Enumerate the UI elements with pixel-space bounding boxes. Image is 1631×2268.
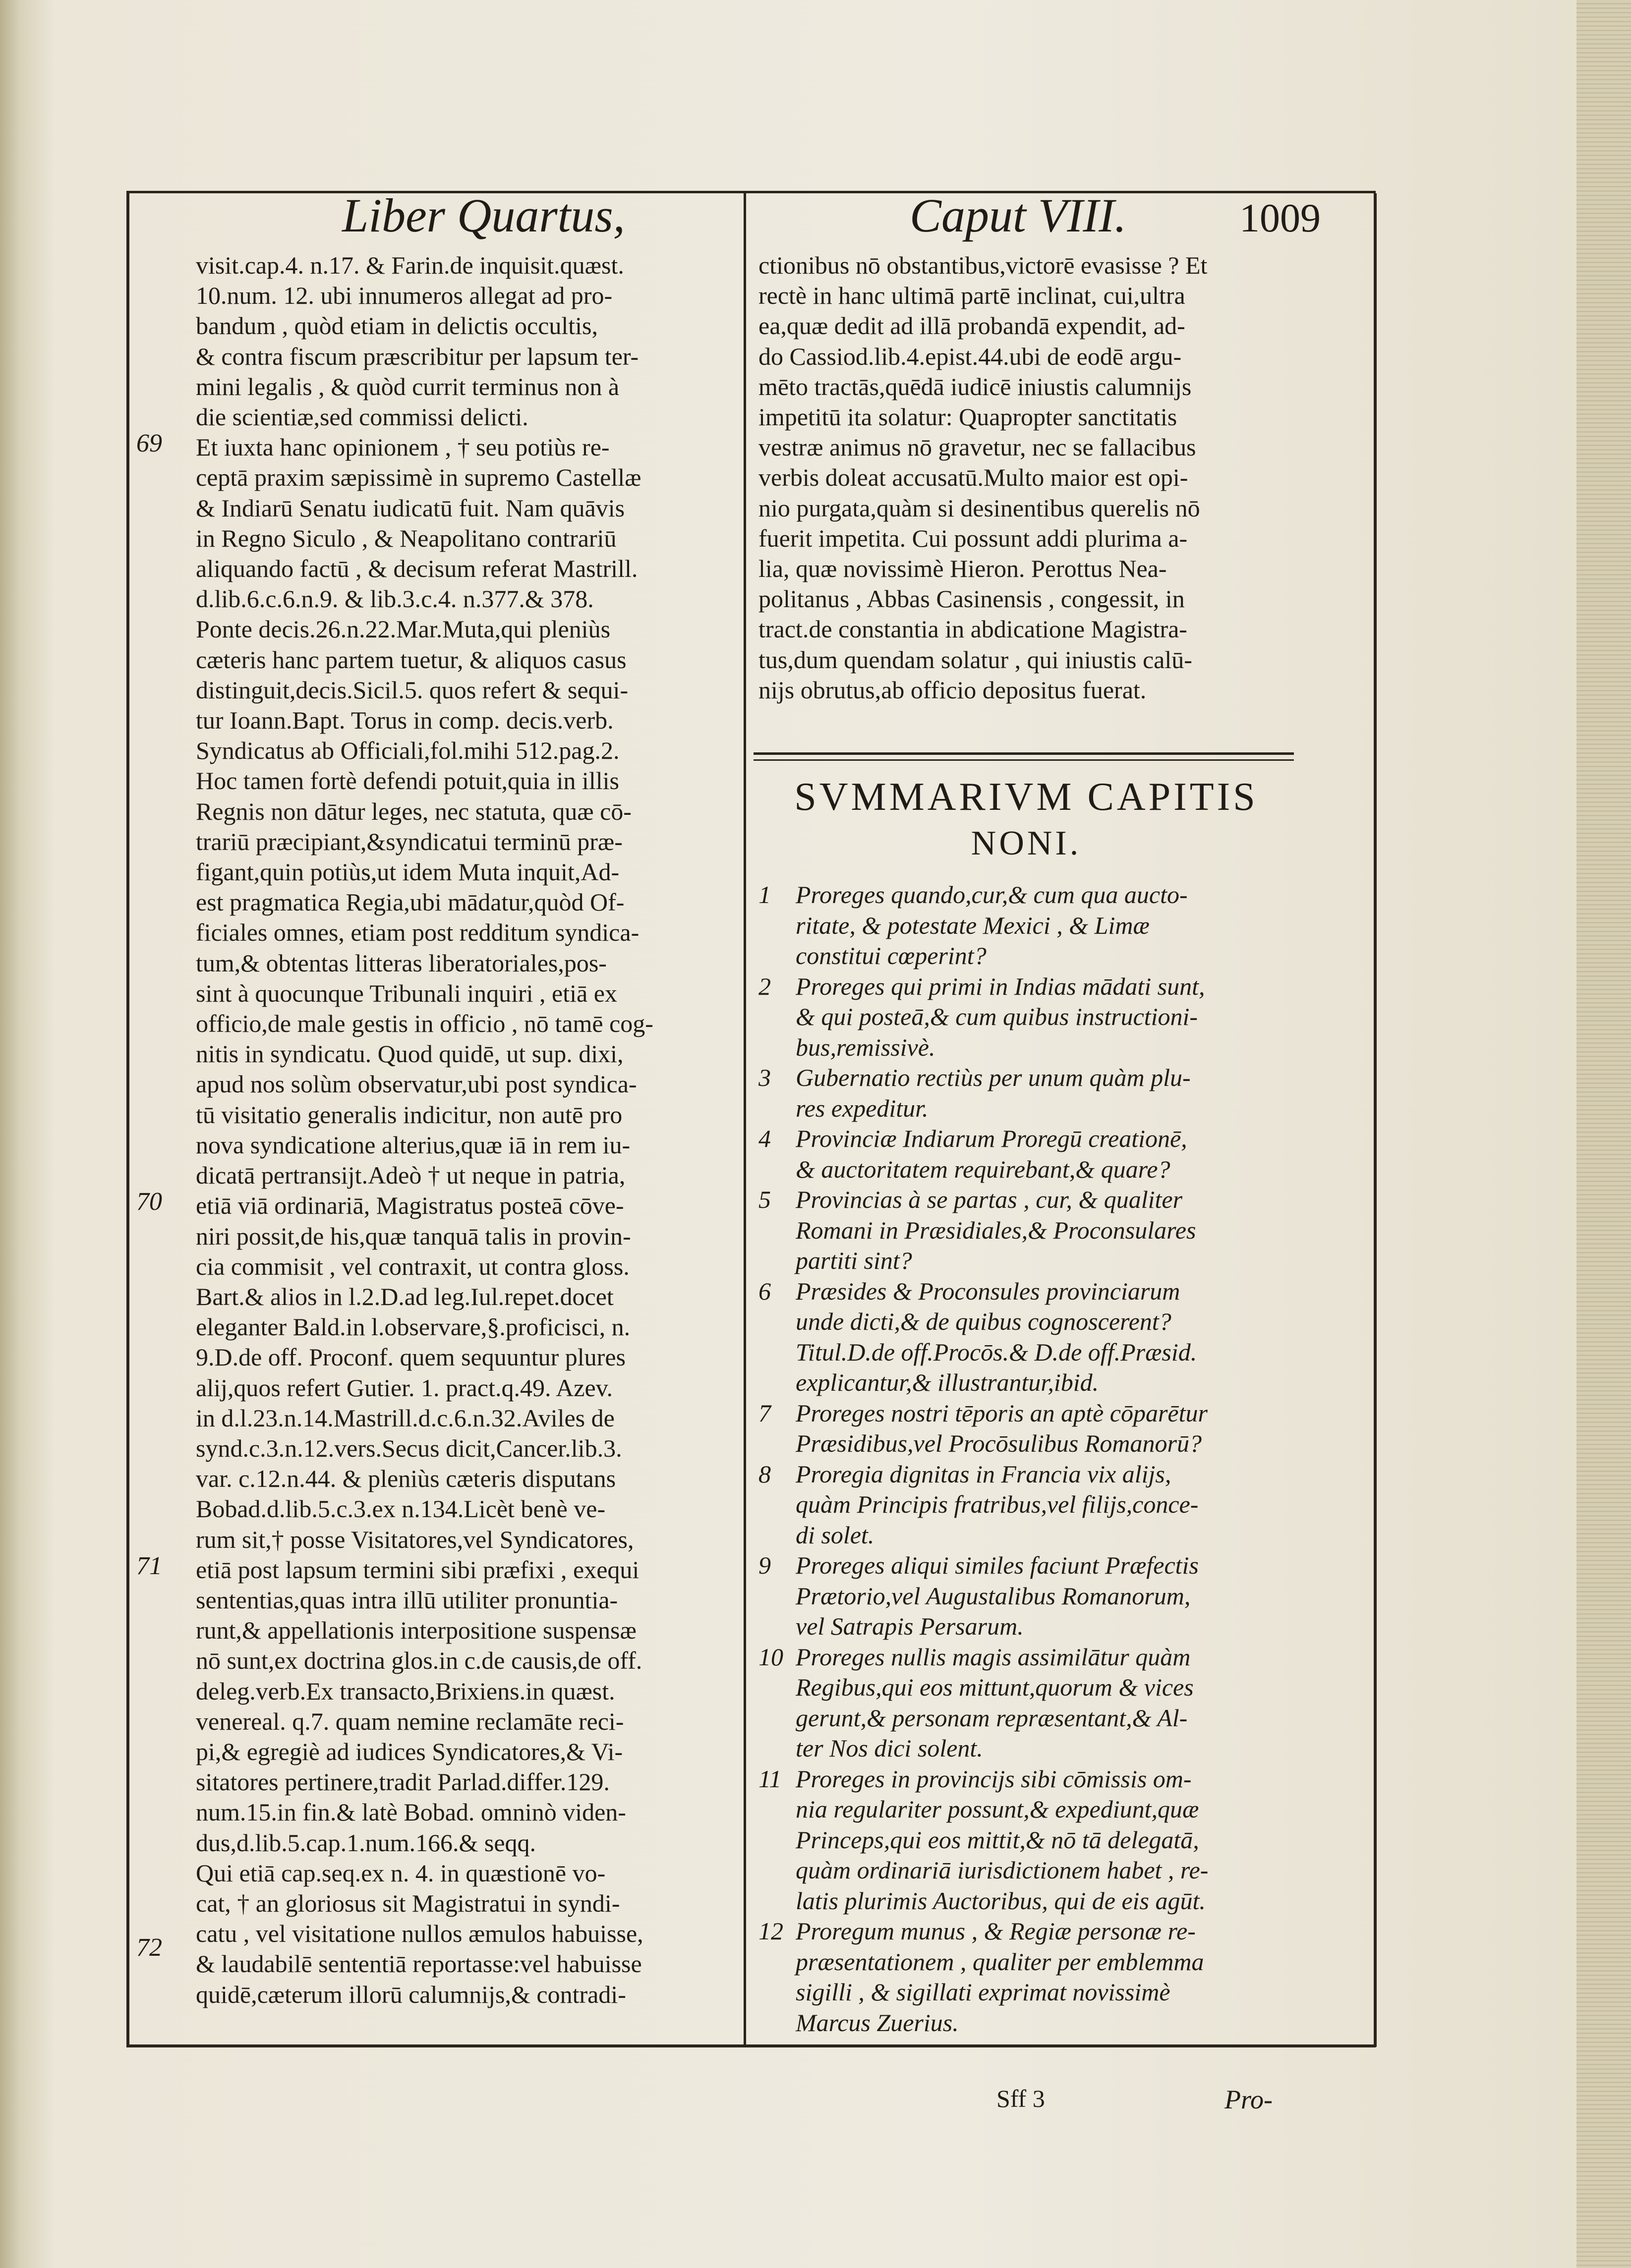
signature-mark: Sff 3 [996,2085,1045,2112]
summary-item-number: 9 [758,1551,771,1579]
text-line: cia commisit , vel contraxit, ut contra gloss. [196,1252,630,1280]
text-line: sententias,quas intra illū utiliter pronuntia- [196,1586,618,1614]
text-line: venereal. q.7. quam nemine reclamāte reci- [196,1707,624,1735]
summary-rule [754,752,1294,755]
summary-item-line: Provinciæ Indiarum Proregū creationē, [796,1125,1187,1152]
summary-item-line: ter Nos dici solent. [796,1734,983,1762]
summary-rule [754,759,1294,761]
text-line: Hoc tamen fortè defendi potuit,quia in illis [196,767,619,795]
summary-item [758,1276,1294,1398]
text-line: ea,quæ dedit ad illā probandā expendit, ad- [758,312,1185,340]
text-line: tract.de constantia in abdicatione Magistra- [758,615,1187,643]
summary-item-number: 2 [758,972,771,1000]
text-line: tum,& obtentas litteras liberatoriales,pos- [196,949,607,977]
running-head-right: Caput VIII. [910,189,1127,242]
text-line: apud nos solùm observatur,ubi post syndica- [196,1070,637,1098]
text-line: catu , vel visitatione nullos æmulos habuisse, [196,1920,643,1948]
summary-item [758,880,1294,971]
summary-item-number: 3 [758,1064,771,1091]
summary-item [758,1459,1294,1551]
summary-item [758,1124,1294,1185]
summary-item-line: explicantur,& illustrantur,ibid. [796,1368,1099,1396]
text-line: Et iuxta hanc opinionem , † seu potiùs re- [196,433,610,461]
text-line: ceptā praxim sæpissimè in supremo Castellæ [196,463,641,492]
text-line: & laudabilē sententiā reportasse:vel habuisse [196,1950,642,1978]
summary-item-line: di solet. [796,1521,874,1549]
summary-item-line: Proreges nostri tēporis an aptè cōparētur [796,1399,1208,1427]
text-line: fuerit impetita. Cui possunt addi plurima a- [758,524,1188,552]
summary-item-line: Gubernatio rectiùs per unum quàm plu- [796,1064,1191,1091]
text-line: ctionibus nō obstantibus,victorē evasisse ? Et [758,251,1208,279]
text-line: nova syndicatione alterius,quæ iā in rem iu- [196,1131,631,1159]
text-line: Bart.& alios in l.2.D.ad leg.Iul.repet.docet [196,1282,614,1310]
text-line: Qui etiā cap.seq.ex n. 4. in quæstionē vo- [196,1859,606,1887]
text-line: niri possit,de his,quæ tanquā talis in provin- [196,1222,631,1250]
text-line: nitis in syndicatu. Quod quidē, ut sup. dixi, [196,1040,624,1068]
summary-item-number: 11 [758,1764,782,1793]
text-line: impetitū ita solatur: Quapropter sanctitatis [758,403,1177,431]
summary-title: SVMMARIVM CAPITIS [794,775,1258,819]
summary-item-line: Proreges in provincijs sibi cōmissis om- [796,1764,1192,1793]
text-line: aliquando factū , & decisum referat Mastrill. [196,555,638,583]
text-line: Regnis non dātur leges, nec statuta, quæ cō- [196,797,632,825]
summary-item-line: & auctoritatem requirebant,& quare? [796,1155,1170,1183]
summary-item-line: latis plurimis Auctoribus, qui de eis agūt. [796,1886,1206,1915]
summary-item-line: gerunt,& personam repræsentant,& Al- [796,1703,1188,1732]
summary-item-line: Prætorio,vel Augustalibus Romanorum, [796,1582,1191,1610]
text-line: etiā viā ordinariā, Magistratus posteā cōve- [196,1191,624,1220]
summary-item-line: unde dicti,& de quibus cognoscerent? [796,1307,1171,1335]
summary-item-line: præsentationem , qualiter per emblemma [796,1947,1204,1976]
text-line: politanus , Abbas Casinensis , congessit, in [758,585,1185,613]
margin-number: 69 [136,429,162,457]
page-number: 1009 [1239,195,1321,240]
text-line: trariū præcipiant,&syndicatui terminū præ- [196,827,623,855]
column-divider [744,191,746,2047]
text-line: mēto tractās,quēdā iudicē iniustis calumnijs [758,372,1192,400]
text-line: die scientiæ,sed commissi delicti. [196,403,528,431]
summary-item-number: 10 [758,1643,783,1671]
text-line: var. c.12.n.44. & pleniùs cæteris disputans [196,1465,616,1493]
summary-item-number: 6 [758,1277,771,1305]
summary-item-number: 8 [758,1460,771,1488]
text-line: synd.c.3.n.12.vers.Secus dicit,Cancer.lib.3. [196,1434,622,1462]
text-line: distinguit,decis.Sicil.5. quos refert & sequi- [196,676,629,704]
summary-item [758,1550,1294,1642]
summary-item-number: 1 [758,881,771,908]
summary-item-number: 12 [758,1917,783,1945]
summary-item [758,1764,1294,1917]
text-line: in Regno Siculo , & Neapolitano contrariū [196,524,617,552]
text-line: Syndicatus ab Officiali,fol.mihi 512.pag.2. [196,737,620,765]
text-line: eleganter Bald.in l.observare,§.proficisci, n. [196,1313,631,1341]
text-line: & contra fiscum præscribitur per lapsum ter- [196,342,639,370]
margin-number: 72 [136,1933,162,1962]
text-line: officio,de male gestis in officio , nō tamē cog- [196,1010,653,1038]
text-line: bandum , quòd etiam in delictis occultis, [196,312,598,340]
text-line: est pragmatica Regia,ubi mādatur,quòd Of- [196,888,625,916]
summary-item [758,1398,1294,1459]
summary-item-line: Præsides & Proconsules provinciarum [796,1277,1180,1305]
summary-item-line: res expeditur. [796,1094,929,1122]
summary-item [758,1916,1294,2038]
left-column-text [196,250,736,2010]
summary-item-line: Proregum munus , & Regiæ personæ re- [796,1917,1196,1945]
margin-number: 71 [136,1552,162,1580]
text-line: Ponte decis.26.n.22.Mar.Muta,qui pleniùs [196,615,611,643]
text-line: mini legalis , & quòd currit terminus non à [196,372,620,400]
text-line: etiā post lapsum termini sibi præfixi , exequi [196,1555,640,1584]
text-line: vestræ animus nō gravetur, nec se fallacibus [758,433,1196,461]
text-line: 9.D.de off. Proconf. quem sequuntur plures [196,1343,626,1371]
text-line: nijs obrutus,ab officio depositus fuerat. [758,676,1147,704]
text-line: cæteris hanc partem tuetur, & aliquos casus [196,645,627,674]
text-line: Bobad.d.lib.5.c.3.ex n.134.Licèt benè ve- [196,1495,606,1523]
summary-item-line: Proreges nullis magis assimilātur quàm [796,1643,1191,1671]
summary-item-line: Provincias à se partas , cur, & qualiter [796,1186,1183,1213]
summary-item-line: quàm ordinariā iurisdictionem habet , re- [796,1856,1209,1884]
summary-item-line: Præsidibus,vel Procōsulibus Romanorū? [796,1429,1202,1457]
text-line: d.lib.6.c.6.n.9. & lib.3.c.4. n.377.& 378. [196,585,594,613]
summary-item-line: sigilli , & sigillati exprimat novissimè [796,1978,1170,2006]
text-line: do Cassiod.lib.4.epist.44.ubi de eodē argu- [758,342,1182,370]
text-line: lia, quæ novissimè Hieron. Perottus Nea- [758,555,1167,583]
text-line: runt,& appellationis interpositione suspensæ [196,1616,637,1644]
summary-item [758,1642,1294,1764]
text-line: tus,dum quendam solatur , qui iniustis calū- [758,645,1192,674]
text-line: dus,d.lib.5.cap.1.num.166.& seqq. [196,1828,536,1857]
summary-item-number: 7 [758,1399,771,1427]
summary-item-line: Proreges quando,cur,& cum qua aucto- [796,881,1188,908]
summary-item-line: quàm Principis fratribus,vel filijs,conce- [796,1490,1199,1518]
text-line: tur Ioann.Bapt. Torus in comp. decis.verb. [196,706,614,735]
summary-item-line: Princeps,qui eos mittit,& nō tā delegatā, [796,1825,1199,1854]
text-line: deleg.verb.Ex transacto,Brixiens.in quæst. [196,1677,615,1705]
text-line: alij,quos refert Gutier. 1. pract.q.49. Azev. [196,1373,613,1402]
summary-item-line: & qui posteā,& cum quibus instructioni- [796,1003,1198,1030]
summary-item [758,1063,1294,1124]
text-line: ficiales omnes, etiam post redditum syndica- [196,918,640,947]
text-line: in d.l.23.n.14.Mastrill.d.c.6.n.32.Aviles de [196,1404,615,1432]
summary-item-line: constitui cœperint? [796,942,987,969]
text-line: quidē,cæterum illorū calumnijs,& contradi- [196,1980,626,2008]
text-line: rectè in hanc ultimā partē inclinat, cui,ultra [758,282,1185,310]
summary-item-line: bus,remissivè. [796,1033,935,1061]
text-line: nō sunt,ex doctrina glos.in c.de causis,de off. [196,1646,642,1675]
summary-item-number: 4 [758,1125,771,1152]
summary-item [758,971,1294,1063]
text-line: sitatores pertinere,tradit Parlad.differ.129. [196,1768,610,1796]
summary-item-line: Romani in Præsidiales,& Proconsulares [796,1216,1196,1244]
summary-item-line: Titul.D.de off.Procōs.& D.de off.Præsid. [796,1338,1197,1366]
summary-item-line: Proreges aliqui similes faciunt Præfectis [796,1551,1199,1579]
text-line: cat, † an gloriosus sit Magistratui in syndi- [196,1889,620,1917]
text-line: dicatā pertransijt.Adeò † ut neque in patria, [196,1161,626,1190]
summary-item-line: partiti sint? [796,1247,912,1274]
text-line: & Indiarū Senatu iudicatū fuit. Nam quāvis [196,494,625,522]
summary-item-line: nia regulariter possunt,& expediunt,quæ [796,1795,1199,1823]
margin-number: 70 [136,1188,162,1216]
text-line: 10.num. 12. ubi innumeros allegat ad pro- [196,282,613,310]
text-line: rum sit,† posse Visitatores,vel Syndicatores, [196,1525,634,1553]
right-column-text [758,250,1304,705]
text-line: tū visitatio generalis indicitur, non autē pro [196,1100,623,1129]
summary-list [758,880,1294,2038]
summary-item [758,1185,1294,1276]
page-fore-edge [1576,0,1631,2268]
frame-bottom-rule [126,2044,1376,2047]
summary-subtitle: NONI. [971,824,1082,862]
text-line: num.15.in fin.& latè Bobad. omninò viden- [196,1798,626,1826]
text-line: figant,quin potiùs,ut idem Muta inquit,Ad- [196,858,620,886]
text-line: sint à quocunque Tribunali inquiri , etiā ex [196,979,617,1007]
summary-item-line: vel Satrapis Persarum. [796,1612,1024,1640]
summary-item-line: Proreges qui primi in Indias mādati sunt, [796,972,1205,1000]
text-line: nio purgata,quàm si desinentibus querelis nō [758,494,1200,522]
catchword: Pro- [1224,2085,1273,2114]
summary-item-line: Marcus Zuerius. [796,2008,959,2037]
running-head-left: Liber Quartus, [342,189,625,242]
summary-item-number: 5 [758,1186,771,1213]
text-line: verbis doleat accusatū.Multo maior est opi- [758,463,1188,492]
summary-item-line: Regibus,qui eos mittunt,quorum & vices [796,1673,1194,1701]
summary-item-line: Proregia dignitas in Francia vix alijs, [796,1460,1171,1488]
text-line: pi,& egregiè ad iudices Syndicatores,& Vi- [196,1737,623,1765]
text-line: visit.cap.4. n.17. & Farin.de inquisit.quæst. [196,251,624,279]
summary-item-line: ritate, & potestate Mexici , & Limæ [796,911,1150,939]
